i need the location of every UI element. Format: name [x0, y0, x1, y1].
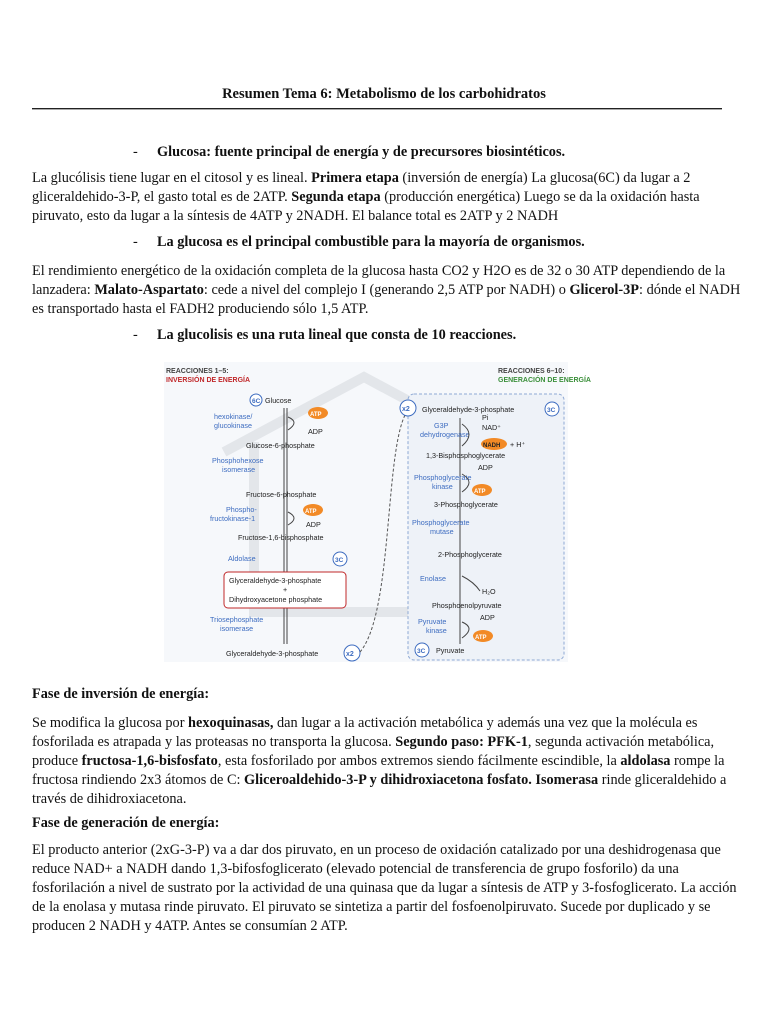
- text-run: (inversión de energía) La glucosa(6C) da lugar a 2 gliceraldehido-3-P, el gasto total es de 2ATP.: [32, 170, 691, 205]
- text-run: dan lugar a la activación metabólica y además una vez que la molécula es fosforilada es atrapada y las proteasas no transporta la glucosa.: [32, 715, 698, 750]
- enzyme-phi-2: isomerase: [222, 465, 256, 474]
- bullet-text: La glucolisis es una ruta lineal que consta de 10 reacciones.: [157, 327, 517, 343]
- enzyme-pk-1: Pyruvate: [418, 617, 447, 626]
- enzyme-tpi-1: Triosephosphate: [210, 615, 264, 624]
- enzyme-glucokinase: glucokinase: [214, 421, 252, 430]
- enzyme-pfk-2: fructokinase-1: [210, 514, 256, 523]
- badge-3c-right-label: 3C: [547, 407, 556, 414]
- bullet-dash: -: [133, 144, 138, 160]
- label-2pg: 2-Phosphoglycerate: [438, 550, 502, 559]
- text-run: La glucólisis tiene lugar en el citosol y es lineal.: [32, 170, 312, 186]
- label-h2o: H₂O: [482, 587, 496, 596]
- enzyme-aldolase: Aldolase: [228, 554, 256, 563]
- text-run: : dónde el NADH es transportado hasta el FADH2 produciendo sólo 1,5 ATP.: [32, 282, 741, 317]
- text-run: (producción energética) Luego se da la oxidación hasta piruvato, esto da lugar a la síntesis de 4ATP y 2NADH. El balance total es 2ATP y 2 NADH: [32, 189, 700, 224]
- enzyme-pgk-2: kinase: [432, 482, 453, 491]
- enzyme-pgm-1: Phosphoglycerate: [412, 518, 470, 527]
- badge-x2-left-label: x2: [346, 651, 354, 658]
- left-header-2: INVERSIÓN DE ENERGÍA: [166, 377, 251, 384]
- bold-fructosa: fructosa-1,6-bisfosfato: [81, 753, 218, 769]
- label-f6p: Fructose-6-phosphate: [246, 490, 317, 499]
- page-title: Resumen Tema 6: Metabolismo de los carbohidratos: [222, 86, 546, 102]
- bold-primera-etapa: Primera etapa: [311, 170, 399, 186]
- bold-hexoquinasas: hexoquinasas,: [188, 715, 274, 731]
- badge-3c-label: 3C: [335, 557, 344, 564]
- bullet-combustible: [133, 234, 585, 251]
- glycolysis-diagram: [164, 362, 591, 662]
- text-run: Se modifica la glucosa por: [32, 715, 189, 731]
- label-bpg: 1,3-Bisphosphoglycerate: [426, 451, 506, 460]
- glycolysis-svg: [164, 362, 591, 662]
- label-nad: NAD⁺: [482, 423, 501, 432]
- atp-label: ATP: [305, 509, 317, 515]
- paragraph-fase-generacion: El producto anterior (2xG-3-P) va a dar dos piruvato, en un proceso de oxidación catalizado por una deshidrogenasa que reduce NAD+ a NADH dando 1,3-bifosfoglicerato (elevado potencial de transferencia de grupo fosforilo) da una fosforilación a nivel de sustrato por la actividad de una quinasa que da lugar a síntesis de ATP y 3-fosfoglicerato. La acción de la enolasa y mutasa rinde piruvato. El piruvato se sintetiza a partir del fosfoenolpiruvato. Sucede por duplicado y se producen 2 NADH y 4ATP. Antes se consumían 2 ATP.: [32, 842, 737, 934]
- title-divider: [32, 108, 722, 109]
- label-g6p: Glucose-6-phosphate: [246, 441, 315, 450]
- nadh-label: NADH: [483, 443, 501, 449]
- badge-6c-label: 6C: [252, 398, 261, 405]
- bullet-text: Glucosa: fuente principal de energía y de precursores biosintéticos.: [157, 144, 566, 160]
- enzyme-g3p-2: dehydrogenase: [420, 430, 470, 439]
- adp-label: ADP: [478, 463, 493, 472]
- bold-gliceroaldehido: Gliceroaldehido-3-P y dihidroxiacetona fosfato. Isomerasa: [244, 772, 599, 788]
- adp-label: ADP: [308, 427, 323, 436]
- enzyme-phi-1: Phosphohexose: [212, 456, 264, 465]
- hplus-label: + H⁺: [510, 440, 526, 449]
- atp-label: ATP: [475, 635, 487, 641]
- label-pi: Pi: [482, 413, 489, 422]
- bold-segunda-etapa: Segunda etapa: [291, 189, 381, 205]
- right-header-1: REACCIONES 6–10:: [498, 368, 565, 375]
- label-3pg: 3-Phosphoglycerate: [434, 500, 498, 509]
- paragraph-fase-inversion: [32, 714, 744, 809]
- label-gap-right: Glyceraldehyde-3-phosphate: [422, 405, 515, 414]
- label-pep: Phosphoenolpyruvate: [432, 601, 502, 610]
- label-gap: Glyceraldehyde-3-phosphate: [229, 576, 322, 585]
- enzyme-pgm-2: mutase: [430, 527, 454, 536]
- adp-label: ADP: [306, 520, 321, 529]
- bullet-dash: -: [133, 327, 138, 343]
- label-plus: +: [283, 585, 288, 594]
- bullet-dash: -: [133, 234, 138, 250]
- right-header-2: GENERACIÓN DE ENERGÍA: [498, 377, 591, 384]
- text-run: rinde gliceraldehido a través de dihidroxiacetona.: [32, 772, 727, 807]
- heading-fase-generacion: Fase de generación de energía:: [32, 815, 220, 831]
- bullet-glucosa-energia: [133, 144, 565, 161]
- badge-x2-right-label: x2: [402, 406, 410, 413]
- left-header-1: REACCIONES 1–5:: [166, 368, 229, 375]
- enzyme-pk-2: kinase: [426, 626, 447, 635]
- paragraph-glucolisis: [32, 169, 744, 226]
- label-f16bp: Fructose-1,6-bisphosphate: [238, 533, 324, 542]
- label-dhap: Dihydroxyacetone phosphate: [229, 595, 323, 604]
- enzyme-g3p-1: G3P: [434, 421, 449, 430]
- label-glucose: Glucose: [265, 396, 292, 405]
- bold-malato-aspartato: Malato-Aspartato: [94, 282, 204, 298]
- text-run: rompe la fructosa rindiendo 2x3 átomos de C:: [32, 753, 725, 788]
- paragraph-rendimiento: [32, 262, 744, 319]
- enzyme-pgk-1: Phosphoglycerate: [414, 473, 472, 482]
- label-gap-final: Glyceraldehyde-3-phosphate: [226, 649, 319, 658]
- enzyme-tpi-2: isomerase: [220, 624, 254, 633]
- adp-label: ADP: [480, 613, 495, 622]
- text-run: El rendimiento energético de la oxidación completa de la glucosa hasta CO2 y H2O es de 32 o 30 ATP dependiendo de la lanzadera:: [32, 263, 726, 298]
- bullet-text: La glucosa es el principal combustible para la mayoría de organismos.: [157, 234, 585, 250]
- label-pyruvate: Pyruvate: [436, 646, 465, 655]
- text-run: : cede a nivel del complejo I (generando 2,5 ATP por NADH) o: [203, 282, 570, 298]
- atp-label: ATP: [310, 412, 322, 418]
- bold-aldolasa: aldolasa: [620, 753, 671, 769]
- enzyme-enolase: Enolase: [420, 574, 446, 583]
- bold-segundo-paso: Segundo paso: PFK-1: [395, 734, 528, 750]
- badge-3c-final-label: 3C: [417, 648, 426, 655]
- text-run: , esta fosforilado por ambos extremos siendo fácilmente escindible, la: [217, 753, 621, 769]
- atp-label: ATP: [474, 489, 486, 495]
- bullet-ruta-lineal: [133, 327, 516, 344]
- text-run: , segunda activación metabólica, produce: [32, 734, 715, 769]
- enzyme-hexokinase: hexokinase/: [214, 412, 253, 421]
- enzyme-pfk-1: Phospho-: [226, 505, 257, 514]
- bold-glicerol-3p: Glicerol-3P: [569, 282, 640, 298]
- heading-fase-inversion: Fase de inversión de energía:: [32, 686, 210, 702]
